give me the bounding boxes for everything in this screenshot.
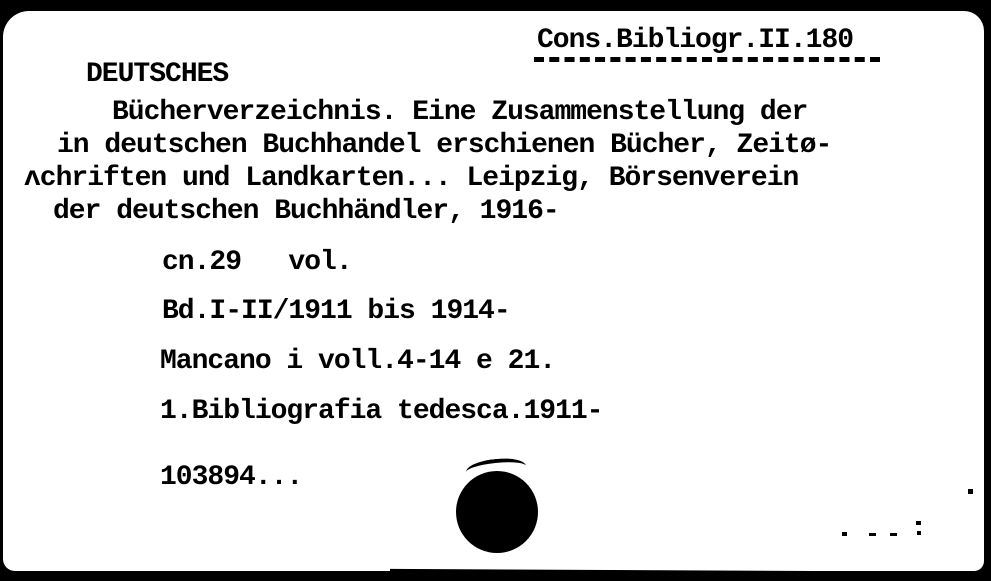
- reference-shelfmark: Cons.Bibliogr.II.180: [537, 25, 854, 56]
- hole-punch: [456, 471, 538, 553]
- missing-volumes-note: Mancano i voll.4-14 e 21.: [160, 346, 556, 377]
- title-line: der deutschen Buchhändler, 1916-: [53, 196, 559, 227]
- scan-speck: [917, 531, 921, 535]
- title-line: Bücherverzeichnis. Eine Zusammenstellung der: [112, 97, 808, 128]
- holdings-volumes-line: cn.29 vol.: [162, 247, 352, 278]
- reference-underline: [534, 57, 880, 62]
- subject-tracing-line: 1.Bibliografia tedesca.1911-: [160, 396, 603, 427]
- scan-artifact: [30, 2, 90, 9]
- scan-speck: [916, 521, 921, 525]
- scan-speck: [842, 532, 847, 536]
- accession-number: 103894...: [160, 462, 303, 493]
- main-entry-heading: DEUTSCHES: [86, 59, 229, 90]
- title-line: in deutschen Buchhandel erschienen Bücher, Zeitø-: [57, 130, 832, 161]
- scan-speck: [890, 533, 897, 536]
- scan-artifact: [390, 569, 840, 576]
- scan-speck: [869, 533, 876, 536]
- holdings-dates-line: Bd.I-II/1911 bis 1914-: [162, 296, 510, 327]
- scan-speck: [968, 489, 973, 494]
- title-line: ʌchriften und Landkarten... Leipzig, Börsenverein: [24, 163, 799, 194]
